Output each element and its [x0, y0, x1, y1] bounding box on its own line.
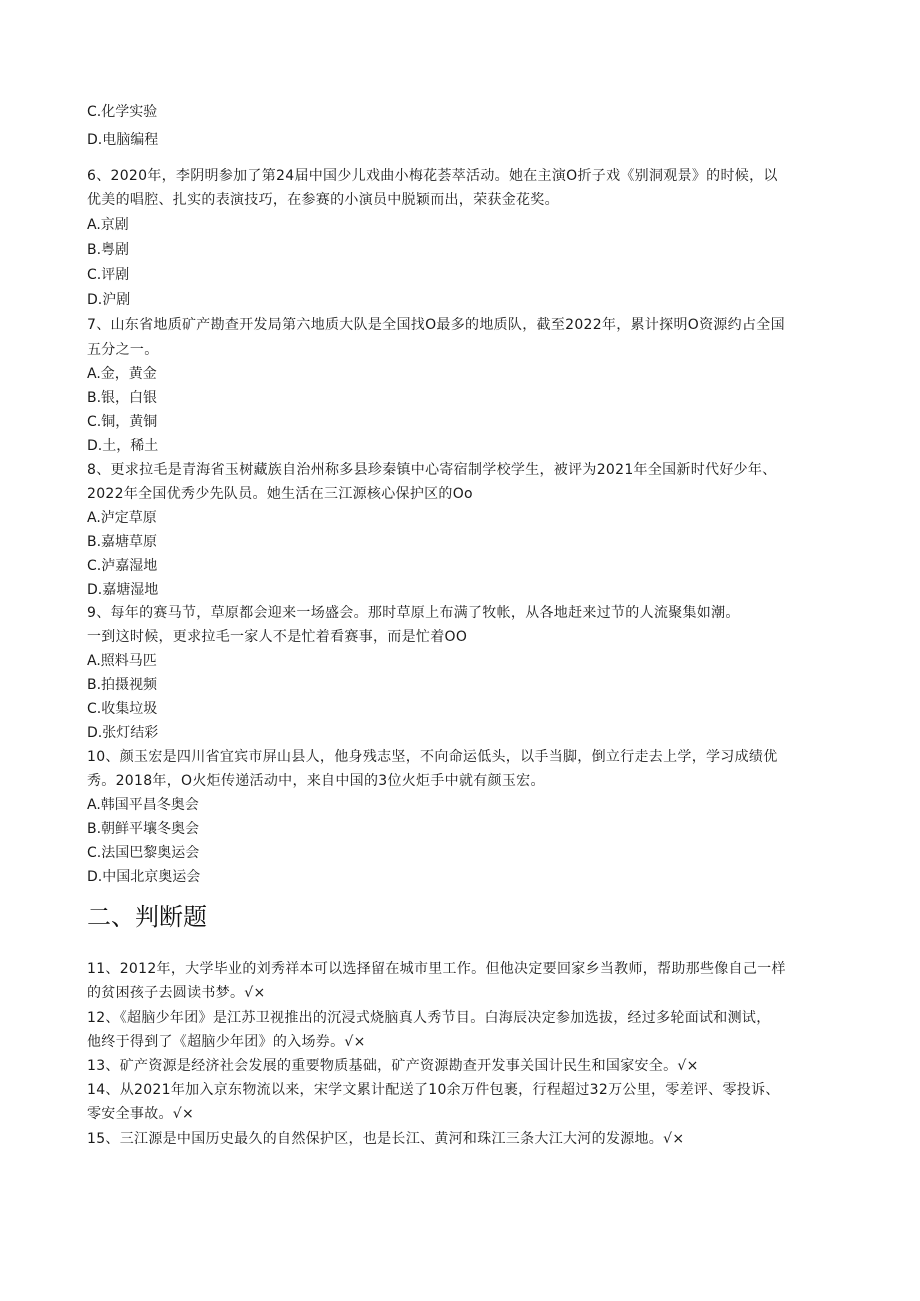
question-7-line-2: 五分之一。 [87, 342, 159, 358]
option-d-q7: D.土，稀土 [87, 438, 159, 454]
option-d-q5: D.电脑编程 [87, 132, 159, 148]
question-8-line-2: 2022年全国优秀少先队员。她生活在三江源核心保护区的Oo [87, 486, 473, 502]
question-12-line-1: 12、《超脑少年团》是江苏卫视推出的沉浸式烧脑真人秀节目。白海辰决定参加选拔，经过多轮面试和测试， [87, 1010, 771, 1026]
option-a-q8: A.泸定草原 [87, 510, 157, 526]
option-c-q9: C.收集垃圾 [87, 701, 158, 717]
question-11-line-2: 的贫困孩子去圆读书梦。√× [87, 985, 266, 1001]
option-b-q10: B.朝鲜平壤冬奥会 [87, 821, 200, 837]
option-a-q7: A.金，黄金 [87, 366, 157, 382]
option-d-q9: D.张灯结彩 [87, 725, 159, 741]
question-8-line-1: 8、更求拉毛是青海省玉树藏族自治州称多县珍秦镇中心寄宿制学校学生，被评为2021年全国新时代好少年、 [87, 462, 777, 478]
option-a-q6: A.京剧 [87, 217, 129, 233]
question-6-line-2: 优美的唱腔、扎实的表演技巧，在参赛的小演员中脱颖而出，荣获金花奖。 [87, 192, 559, 208]
option-c-q7: C.铜，黄铜 [87, 414, 158, 430]
question-7-line-1: 7、山东省地质矿产勘查开发局第六地质大队是全国找O最多的地质队，截至2022年，累计探明O资源约占全国 [87, 317, 785, 333]
option-d-q6: D.沪剧 [87, 292, 131, 308]
question-10-line-2: 秀。2018年，O火炬传递活动中，来自中国的3位火炬手中就有颜玉宏。 [87, 773, 545, 789]
question-9-line-1: 9、每年的赛马节，草原都会迎来一场盛会。那时草原上布满了牧帐，从各地赶来过节的人流聚集如潮。 [87, 605, 740, 621]
question-10-line-1: 10、颜玉宏是四川省宜宾市屏山县人，他身残志坚，不向命运低头，以手当脚，倒立行走去上学，学习成绩优 [87, 749, 778, 765]
option-b-q9: B.拍摄视频 [87, 677, 158, 693]
question-9-line-2: 一到这时候，更求拉毛一家人不是忙着看赛事，而是忙着OO [87, 629, 468, 645]
option-c-q6: C.评剧 [87, 267, 130, 283]
option-a-q9: A.照料马匹 [87, 653, 157, 669]
option-a-q10: A.韩国平昌冬奥会 [87, 797, 199, 813]
option-d-q10: D.中国北京奥运会 [87, 869, 201, 885]
question-13-line-1: 13、矿产资源是经济社会发展的重要物质基础，矿产资源勘查开发事关国计民生和国家安全。√× [87, 1058, 699, 1074]
question-11-line-1: 11、2012年，大学毕业的刘秀祥本可以选择留在城市里工作。但他决定要回家乡当教师，帮助那些像自己一样 [87, 961, 786, 977]
option-b-q7: B.银，白银 [87, 390, 158, 406]
option-c-q10: C.法国巴黎奥运会 [87, 845, 200, 861]
question-15-line-1: 15、三江源是中国历史最久的自然保护区，也是长江、黄河和珠江三条大江大河的发源地。√× [87, 1131, 685, 1147]
section-title-judgment: 二、判断题 [87, 903, 207, 931]
question-12-line-2: 他终于得到了《超脑少年团》的入场券。√× [87, 1034, 366, 1050]
option-d-q8: D.嘉塘湿地 [87, 582, 159, 598]
question-14-line-1: 14、从2021年加入京东物流以来，宋学文累计配送了10余万件包裹，行程超过32万公里，零差评、零投诉、 [87, 1082, 780, 1098]
option-c-q8: C.泸嘉湿地 [87, 558, 158, 574]
question-6-line-1: 6、2020年，李阴明参加了第24届中国少儿戏曲小梅花荟萃活动。她在主演O折子戏《别洞观景》的时候，以 [87, 168, 778, 184]
question-14-line-2: 零安全事故。√× [87, 1106, 195, 1122]
option-b-q8: B.嘉塘草原 [87, 534, 158, 550]
option-c-q5: C.化学实验 [87, 104, 158, 120]
option-b-q6: B.粤剧 [87, 242, 130, 258]
